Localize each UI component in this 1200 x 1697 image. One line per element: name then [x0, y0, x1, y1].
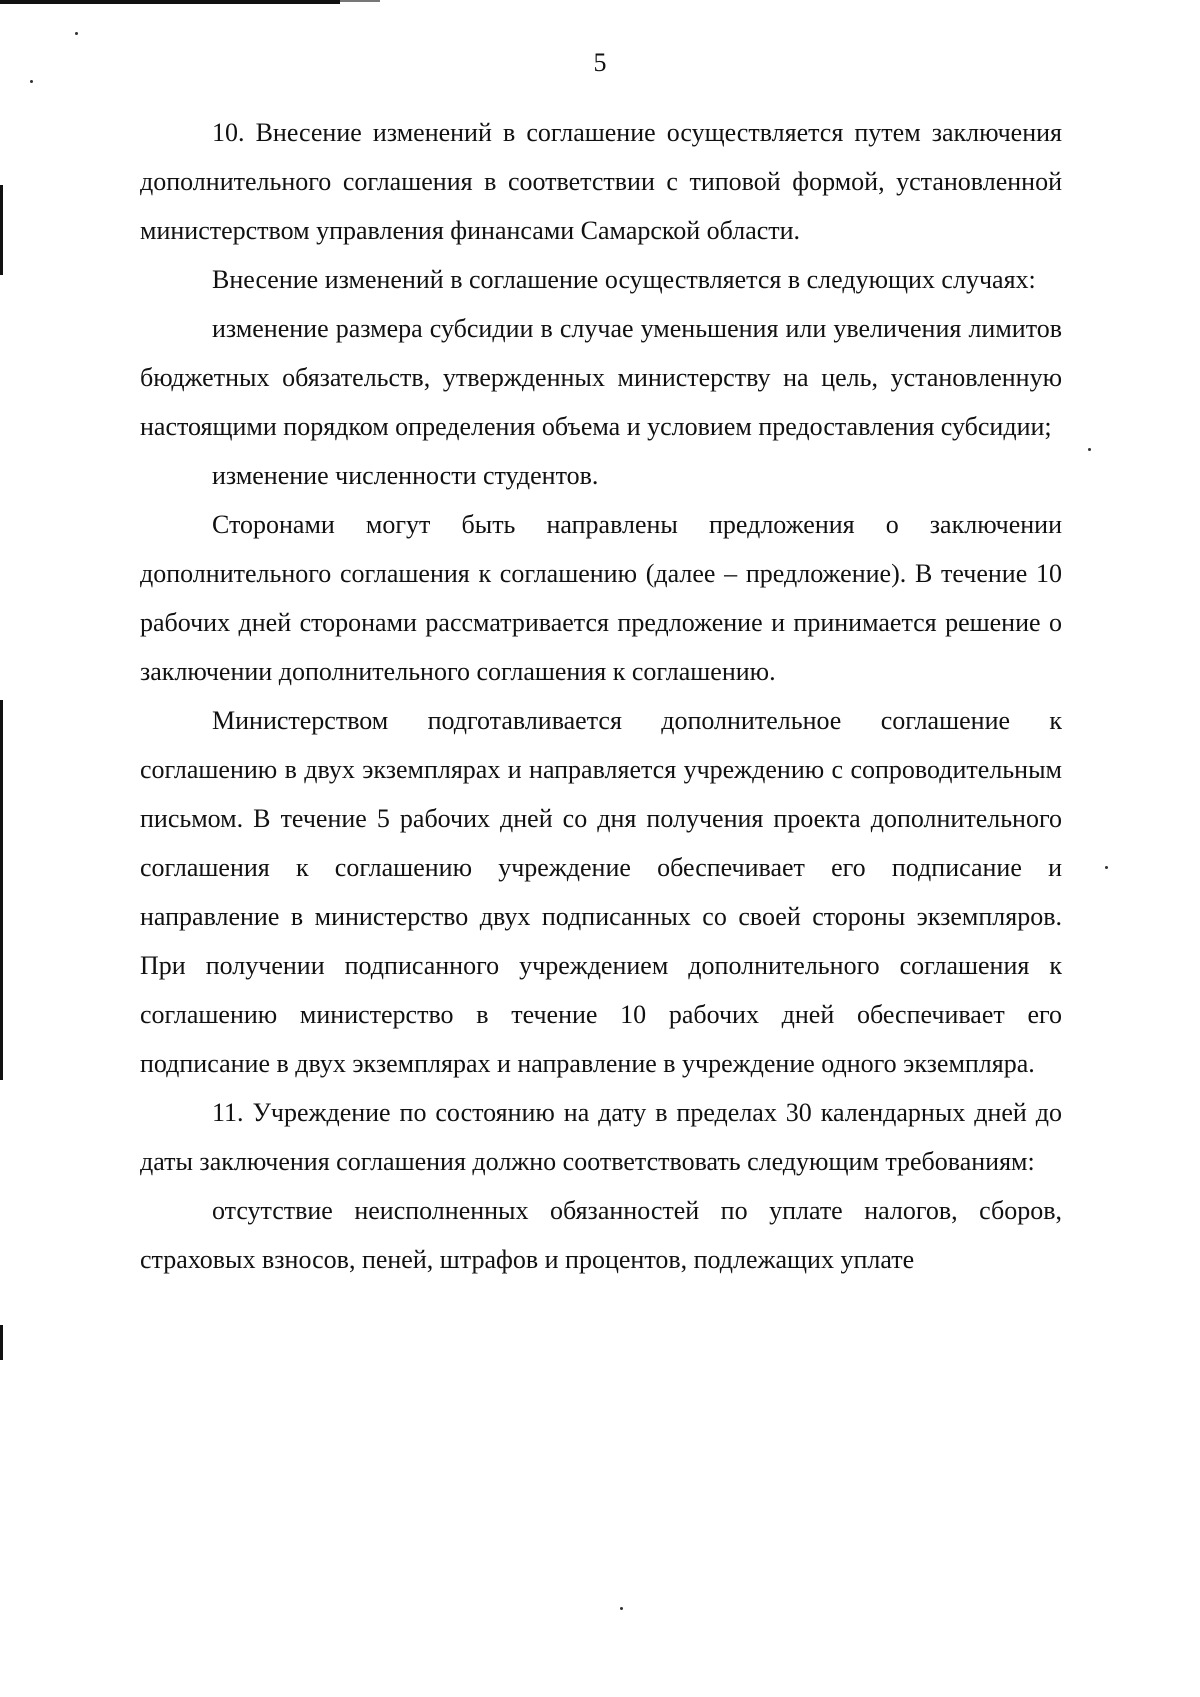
paragraph-11: 11. Учреждение по состоянию на дату в пределах 30 календарных дней до даты заключения соглашения должно соответствовать следующим требованиям:: [140, 1098, 1062, 1176]
scan-speck: [30, 80, 33, 83]
scan-edge-line-fade: [340, 0, 380, 2]
document-body: [140, 108, 1062, 1284]
paragraph-subsidy-size-change: изменение размера субсидии в случае уменьшения или увеличения лимитов бюджетных обязательств, утвержденных министерству на цель, установленную настоящими порядком определения объема и условием предоставления субсидии;: [140, 314, 1062, 441]
paragraph-proposals: Сторонами могут быть направлены предложения о заключении дополнительного соглашения к соглашению (далее – предложение). В течение 10 рабочих дней сторонами рассматривается предложение и принимается решение о заключении дополнительного соглашения к соглашению.: [140, 510, 1062, 686]
scan-speck: [620, 1607, 623, 1610]
paragraph-student-count-change: изменение численности студентов.: [212, 461, 599, 490]
paragraph-10: 10. Внесение изменений в соглашение осуществляется путем заключения дополнительного соглашения в соответствии с типовой формой, установленной министерством управления финансами Самарской области.: [140, 118, 1062, 245]
scan-left-edge-mark: [0, 1325, 3, 1360]
scan-speck: [1105, 866, 1108, 869]
scan-edge-line: [0, 0, 340, 4]
paragraph-ministry-preparation: Министерством подготавливается дополнительное соглашение к соглашению в двух экземплярах и направляется учреждению с сопроводительным письмом. В течение 5 рабочих дней со дня получения проекта дополнительного соглашения к соглашению учреждение обеспечивает его подписание и направление в министерство двух подписанных со своей стороны экземпляров. При получении подписанного учреждением дополнительного соглашения к соглашению министерство в течение 10 рабочих дней обеспечивает его подписание в двух экземплярах и направление в учреждение одного экземпляра.: [140, 706, 1062, 1078]
paragraph-no-tax-obligations: отсутствие неисполненных обязанностей по уплате налогов, сборов, страховых взносов, пеней, штрафов и процентов, подлежащих уплате: [140, 1196, 1062, 1274]
scan-speck: [75, 32, 78, 35]
paragraph-changes-cases: Внесение изменений в соглашение осуществляется в следующих случаях:: [212, 265, 1036, 294]
page-number: 5: [593, 48, 607, 77]
scan-speck: [1088, 448, 1091, 451]
scan-left-edge-mark: [0, 700, 3, 1080]
scan-left-edge-mark: [0, 185, 3, 275]
